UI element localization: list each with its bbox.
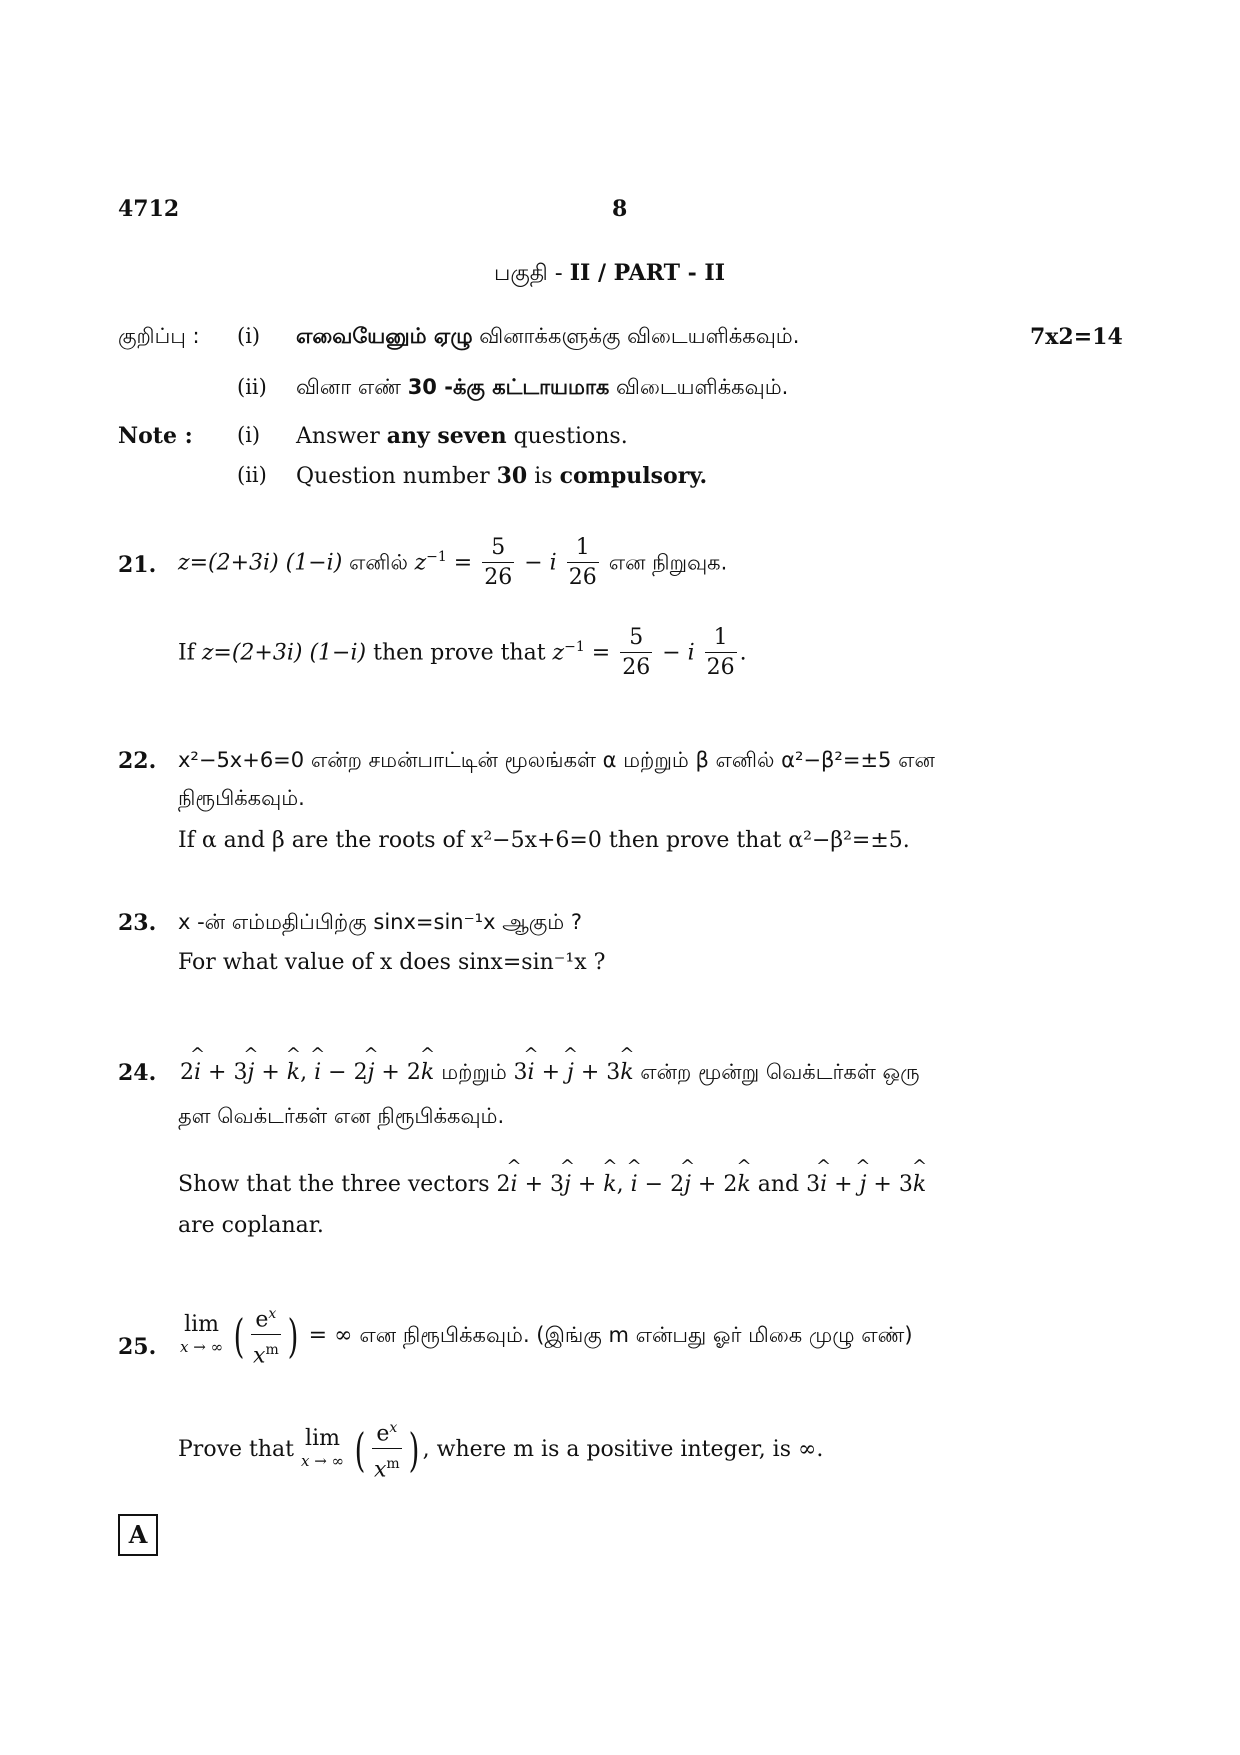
q21-inverse-exponent: −1	[426, 549, 447, 566]
q24-comma: ,	[300, 1060, 308, 1085]
q24-v3-coef-i: 3	[513, 1060, 528, 1085]
q25-numerator: e	[255, 1307, 269, 1333]
q24-k-hat: ^ k	[287, 1060, 300, 1085]
note-2-pre: Question number	[296, 464, 497, 489]
tamil-note-2-number: (ii)	[237, 375, 267, 399]
q25-number: 25.	[118, 1334, 157, 1360]
q25-english-left-paren: (	[354, 1422, 366, 1477]
q24-v3-i-hat: ^ i	[528, 1060, 535, 1085]
q24-j-hat: ^ j	[247, 1060, 254, 1085]
q23-english: For what value of x does sinx=sin⁻¹x ?	[178, 950, 606, 975]
q24-v2-j-hat: ^ j	[368, 1060, 375, 1085]
q22-number: 22.	[118, 748, 157, 774]
q24-english-and: and	[757, 1172, 807, 1197]
note-label: Note :	[118, 423, 193, 449]
tamil-note-2-pre: வினா எண்	[296, 375, 408, 399]
q21-denominator-1: 26	[484, 565, 513, 590]
paper-code: 4712	[118, 196, 180, 222]
q25-english-fraction	[372, 1414, 402, 1486]
tamil-note-1-rest: வினாக்களுக்கு விடையளிக்கவும்.	[472, 324, 800, 348]
part-title-roman: II / PART - II	[569, 260, 725, 286]
q22-tamil-line-2: நிரூபிக்கவும்.	[178, 786, 305, 810]
q24-e-v2-coef-j: − 2	[644, 1172, 685, 1197]
q21-tamil: z=(2+3i) (1−i) எனில் $z^{-1}$ = $\frac{5}{26}$ − i $\frac{1}{26}$ என நிறுவுக.	[178, 534, 727, 593]
q21-english-minus-i: − i	[662, 640, 695, 666]
q24-e-v2-coef-k: + 2	[697, 1172, 738, 1197]
note-2	[296, 463, 707, 489]
q25-english	[178, 1414, 823, 1486]
q24-e-k-hat: ^ k	[603, 1172, 616, 1197]
q25-english-lim-subscript: x → ∞	[300, 1451, 345, 1470]
q24-english-pre: Show that the three vectors	[178, 1172, 497, 1197]
q21-denominator-2: 26	[568, 565, 597, 590]
q21-english-pre: If	[178, 640, 202, 666]
q24-tamil-and: மற்றும்	[441, 1060, 514, 1084]
q21-z: z	[414, 550, 427, 576]
q24-v2-i-hat: ^ i	[314, 1060, 321, 1085]
marks-allocation: 7x2=14	[1030, 324, 1123, 350]
q21-english: If z=(2+3i) (1−i) then prove that $z^{-1}$ = $\frac{5}{26}$ − i $\frac{1}{26}$ .	[178, 624, 747, 683]
q21-fraction-2	[567, 534, 599, 593]
q25-english-lim-label: lim	[305, 1425, 340, 1451]
q24-e-v1-coef-i: 2	[496, 1172, 511, 1197]
q24-e-v3-coef-i: 3	[806, 1172, 821, 1197]
q21-english-z: z	[552, 640, 565, 666]
q24-e-v1-coef-j: + 3	[524, 1172, 564, 1197]
q24-v1-coef-j: + 3	[208, 1060, 248, 1085]
q23-tamil: x -ன் எம்மதிப்பிற்கு sinx=sin⁻¹x ஆகும் ?	[178, 910, 583, 934]
q24-v2-k-hat: ^ k	[421, 1060, 434, 1085]
q21-tamil-end: என நிறுவுக.	[608, 550, 728, 575]
q25-english-right-paren: )	[408, 1422, 420, 1477]
part-title	[494, 260, 725, 289]
q24-e-v3-j-hat: ^ j	[860, 1172, 867, 1197]
note-1	[296, 423, 628, 449]
q21-english-inverse-exponent: −1	[564, 639, 585, 656]
q25-lim-subscript: x → ∞	[180, 1337, 224, 1356]
q25-denominator-exponent: m	[265, 1342, 279, 1359]
q21-english-end: .	[739, 640, 747, 666]
q21-english-fraction-2	[705, 624, 737, 683]
q21-english-fraction-1	[620, 624, 652, 683]
note-2-bold-word: compulsory.	[559, 463, 708, 489]
q25-english-denominator-exponent: m	[386, 1456, 400, 1473]
tamil-note-label: குறிப்பு :	[118, 324, 200, 348]
q24-e-comma: ,	[616, 1172, 624, 1197]
part-title-tamil: பகுதி -	[494, 261, 570, 286]
q25-tamil	[180, 1300, 913, 1372]
note-2-number: (ii)	[237, 463, 267, 487]
tamil-note-1-bold: எவையேனும் ஏழு	[296, 324, 473, 348]
q25-lim-label: lim	[184, 1311, 219, 1337]
q21-english-expression: z=(2+3i) (1−i)	[201, 640, 367, 666]
q24-tamil-end: என்ற மூன்று வெக்டர்கள் ஒரு	[633, 1060, 920, 1084]
q24-e-v3-coef-k: + 3	[873, 1172, 913, 1197]
q21-fraction-1	[482, 534, 514, 593]
q24-tamil-line-1	[180, 1060, 920, 1087]
note-2-bold-number: 30	[496, 463, 528, 489]
q25-english-denominator: x	[373, 1457, 387, 1483]
q25-left-paren: (	[233, 1308, 245, 1363]
q24-english-line-1	[178, 1172, 926, 1197]
series-box: A	[118, 1514, 158, 1556]
q25-denominator: x	[253, 1343, 266, 1369]
q25-right-paren: )	[287, 1308, 299, 1363]
q24-e-v3-k-hat: ^ k	[913, 1172, 926, 1197]
q24-e-i-hat: ^ i	[511, 1172, 518, 1197]
q24-i-hat: ^ i	[194, 1060, 201, 1085]
q23-number: 23.	[118, 910, 157, 936]
q21-english-mid: then prove that	[366, 640, 553, 666]
tamil-note-1	[296, 324, 799, 351]
tamil-note-2	[296, 375, 788, 402]
q21-tamil-expression: z=(2+3i) (1−i)	[178, 550, 343, 576]
q25-tamil-text: என நிரூபிக்கவும். (இங்கு m என்பது ஓர் மிகை முழு எண்)	[359, 1322, 913, 1347]
q24-v1-coef-i: 2	[180, 1060, 194, 1085]
q25-english-numerator: e	[376, 1421, 390, 1447]
q24-e-v1-plus: +	[577, 1172, 597, 1197]
q25-english-post: , where m is a positive integer, is ∞.	[422, 1436, 824, 1462]
q24-v2-coef-k: + 2	[381, 1060, 421, 1085]
q24-tamil-line-2: தள வெக்டர்கள் என நிரூபிக்கவும்.	[178, 1104, 505, 1128]
q24-e-v3-i-hat: ^ i	[820, 1172, 827, 1197]
q25-english-pre: Prove that	[178, 1436, 301, 1462]
q25-english-limit	[300, 1425, 345, 1472]
q24-v3-plus: +	[541, 1060, 560, 1085]
q21-english-denominator-2: 26	[706, 655, 735, 680]
note-2-mid: is	[527, 464, 560, 489]
q24-v3-k-hat: ^ k	[620, 1060, 633, 1085]
q21-number: 21.	[118, 552, 157, 578]
q24-e-j-hat: ^ j	[564, 1172, 571, 1197]
q21-numerator-1: 5	[482, 534, 514, 563]
q24-v3-coef-k: + 3	[580, 1060, 621, 1085]
q24-number: 24.	[118, 1060, 157, 1086]
q21-numerator-2: 1	[567, 534, 599, 563]
tamil-note-2-bold: 30 -க்கு கட்டாயமாக	[407, 375, 610, 399]
q21-english-denominator-1: 26	[622, 655, 651, 680]
q24-v3-j-hat: ^ j	[567, 1060, 574, 1085]
q21-english-numerator-2: 1	[705, 624, 737, 653]
q24-e-v2-i-hat: ^ i	[631, 1172, 638, 1197]
q25-limit	[180, 1311, 224, 1358]
q24-v1-plus: +	[261, 1060, 280, 1085]
q25-english-numerator-exponent: x	[389, 1420, 398, 1436]
note-1-bold: any seven	[386, 423, 507, 449]
q25-equals-infinity: = ∞	[308, 1322, 360, 1348]
q21-english-numerator-1: 5	[620, 624, 652, 653]
q22-tamil-line-1: x²−5x+6=0 என்ற சமன்பாட்டின் மூலங்கள் α மற்றும் β எனில் α²−β²=±5 என	[178, 748, 935, 772]
q21-minus-i: − i	[524, 550, 557, 576]
q22-english: If α and β are the roots of x²−5x+6=0 then prove that α²−β²=±5.	[178, 828, 910, 853]
tamil-note-1-number: (i)	[237, 324, 261, 348]
q25-fraction	[251, 1300, 281, 1372]
note-1-pre: Answer	[296, 424, 387, 449]
page-number: 8	[612, 196, 628, 222]
q24-english-line-2: are coplanar.	[178, 1213, 324, 1238]
q24-e-v2-j-hat: ^ j	[684, 1172, 691, 1197]
q21-tamil-condition: எனில்	[342, 550, 415, 575]
note-1-rest: questions.	[506, 424, 628, 449]
q25-numerator-exponent: x	[268, 1306, 277, 1322]
note-1-number: (i)	[237, 423, 261, 447]
tamil-note-2-rest: விடையளிக்கவும்.	[609, 375, 789, 399]
q24-v2-coef-j: − 2	[328, 1060, 368, 1085]
q24-e-v3-plus: +	[834, 1172, 853, 1197]
q24-e-v2-k-hat: ^ k	[737, 1172, 750, 1197]
